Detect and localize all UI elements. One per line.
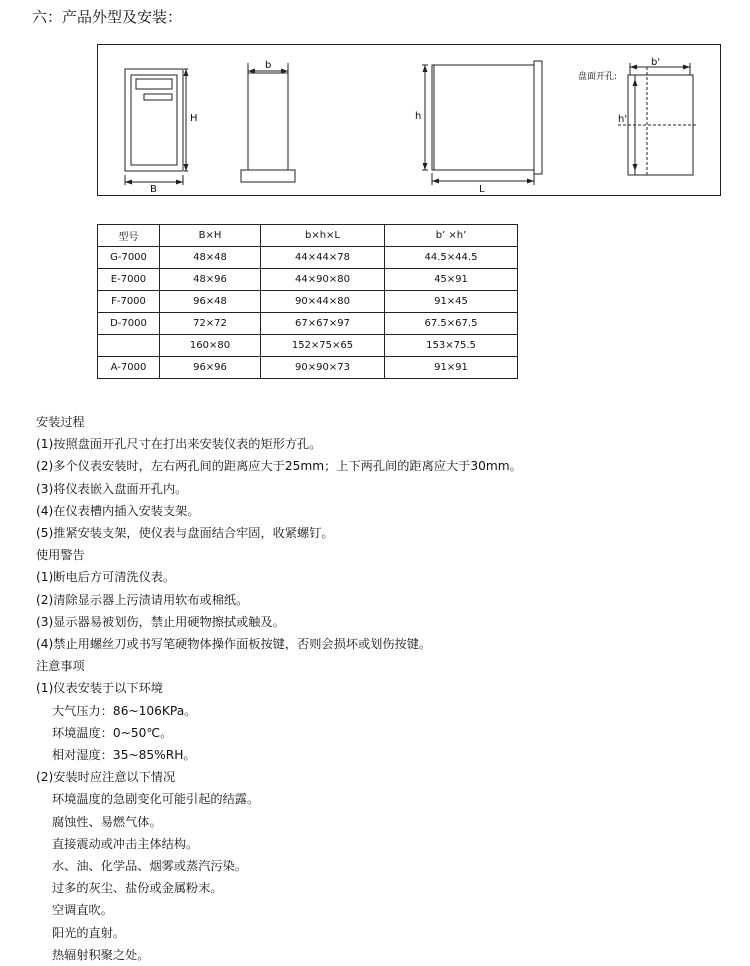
header-BxH: B×H [160,225,261,247]
dimension-diagram [97,44,721,196]
warning-item: (1)断电后方可清洗仪表。 [36,570,176,585]
cell-bxhxL: 90×44×80 [261,291,385,313]
cell-bxhxL: 152×75×65 [261,335,385,357]
label-B: B [150,184,157,195]
cell-model: E-7000 [98,269,160,291]
side-view-bezel [241,170,295,182]
cell-bxhxL: 44×90×80 [261,269,385,291]
cell-model: D-7000 [98,313,160,335]
table-row [98,335,518,357]
cell-BxH: 96×96 [160,357,261,379]
cell-model: G-7000 [98,247,160,269]
header-cutout: b’ ×h’ [385,225,518,247]
notes-subitem: 阳光的直射。 [52,925,126,940]
cell-model [98,335,160,357]
label-H: H [190,113,198,124]
cell-bxhxL: 44×44×78 [261,247,385,269]
table-row [98,269,518,291]
label-b: b [265,60,272,71]
front-view-outline [125,69,183,171]
table-row [98,313,518,335]
notes-item: (2)安装时应注意以下情况 [36,770,176,785]
cell-BxH: 160×80 [160,335,261,357]
instructions [36,411,522,966]
cell-cutout: 91×45 [385,291,518,313]
heading-warning: 使用警告 [36,548,85,563]
label-hprime: h' [618,114,628,125]
cell-cutout: 91×91 [385,357,518,379]
cell-bxhxL: 90×90×73 [261,357,385,379]
heading-install: 安装过程 [36,415,85,429]
cell-cutout: 45×91 [385,269,518,291]
cell-cutout: 44.5×44.5 [385,247,518,269]
heading-notes: 注意事项 [36,659,85,674]
cell-BxH: 48×96 [160,269,261,291]
cell-BxH: 72×72 [160,313,261,335]
notes-subitem: 过多的灰尘、盐份或金属粉末。 [52,881,223,896]
top-view-body [432,65,534,170]
cell-model: F-7000 [98,291,160,313]
table-row [98,357,518,379]
table-header-row [98,225,518,247]
cell-BxH: 96×48 [160,291,261,313]
table-row [98,247,518,269]
warning-item: (2)清除显示器上污渍请用软布或棉纸。 [36,592,249,607]
install-step: (1)按照盘面开孔尺寸在打出来安装仪表的矩形方孔。 [36,437,322,452]
notes-item: (1)仪表安装于以下环境 [36,681,163,696]
warning-item: (3)显示器易被划伤，禁止用硬物擦拭或触及。 [36,614,285,629]
header-model: 型号 [98,225,160,247]
install-step: (3)将仪表嵌入盘面开孔内。 [36,481,188,496]
label-h: h [415,111,422,122]
label-bprime: b' [651,57,661,68]
cell-BxH: 48×48 [160,247,261,269]
table-row [98,291,518,313]
top-view-bezel [534,61,542,174]
notes-subitem: 空调直吹。 [52,903,113,918]
cell-model: A-7000 [98,357,160,379]
side-view-body [248,73,288,170]
notes-subitem: 直接震动或冲击主体结构。 [52,836,199,851]
notes-subitem: 环境温度：0~50℃。 [52,725,173,740]
notes-subitem: 相对湿度：35~85%RH。 [52,748,196,763]
section-title: 六：产品外型及安装： [32,8,183,26]
header-bxhxL: b×h×L [261,225,385,247]
notes-subitem: 水、油、化学品、烟雾或蒸汽污染。 [52,859,247,874]
cutout-label: 盘面开孔: [578,72,618,82]
install-step: (4)在仪表槽内插入安装支架。 [36,503,200,518]
warning-item: (4)禁止用螺丝刀或书写笔硬物体操作面板按键，否则会损坏或划伤按键。 [36,637,432,652]
dimension-drawing [98,45,720,195]
notes-subitem: 腐蚀性、易燃气体。 [52,814,162,829]
notes-subitem: 热辐射积聚之处。 [52,947,150,962]
notes-subitem: 大气压力：86~106KPa。 [52,703,197,718]
cell-bxhxL: 67×67×97 [261,313,385,335]
install-step: (5)推紧安装支架，使仪表与盘面结合牢固，收紧螺钉。 [36,526,334,541]
spec-table [97,224,518,379]
label-L: L [479,184,485,195]
install-step: (2)多个仪表安装时，左右两孔间的距离应大于25mm；上下两孔间的距离应大于30mm。 [36,459,522,474]
cell-cutout: 67.5×67.5 [385,313,518,335]
notes-subitem: 环境温度的急剧变化可能引起的结露。 [52,792,260,807]
cell-cutout: 153×75.5 [385,335,518,357]
